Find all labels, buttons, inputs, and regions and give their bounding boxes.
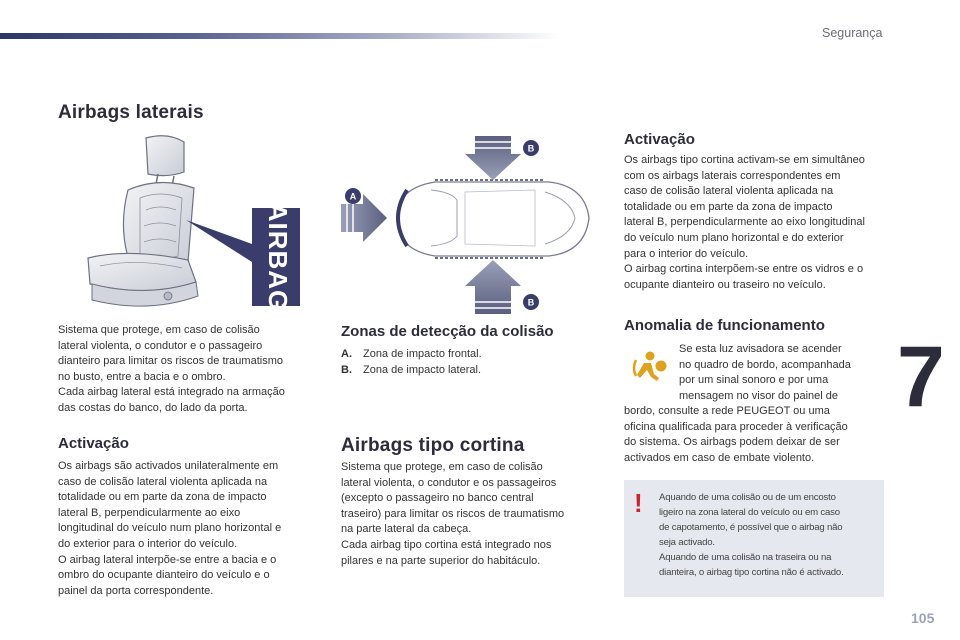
section-label: Segurança xyxy=(822,26,883,40)
label-a: A xyxy=(349,191,357,202)
airbag-label: AIRBAG xyxy=(263,202,294,312)
warning-note-text: Aquando de uma colisão ou de um encosto ligeiro na zona lateral do veículo ou em caso de capotamento, é possível que o airbag não seja activado. Aquando de uma colisão na traseira ou na dianteira, o airbag tipo cortina não é activado. xyxy=(659,492,844,578)
header-bar xyxy=(0,33,560,39)
impact-zones-diagram xyxy=(335,130,605,320)
exclamation-icon: ! xyxy=(634,488,643,518)
list-item: B. Zona de impacto lateral. xyxy=(341,364,482,376)
label-b-bottom: B xyxy=(527,297,535,308)
side-activation-title: Activação xyxy=(58,435,129,452)
zones-list xyxy=(341,346,482,378)
page-number: 105 xyxy=(911,610,935,626)
side-airbags-title: Airbags laterais xyxy=(58,102,204,123)
anomaly-text: bordo, consulte a rede PEUGEOT ou uma oficina qualificada para proceder à verificação do sistema. Os airbags podem deixar de ser activados em caso de embate violento. xyxy=(624,405,848,464)
side-airbags-intro: Sistema que protege, em caso de colisão lateral violenta, o condutor e o passageiro dianteiro para limitar os riscos de traumatismo no busto, entre a bacia e o ombro. Cada airbag lateral está integrado na armação das costas do banco, do lado da porta. xyxy=(58,324,285,414)
anomaly-title: Anomalia de funcionamento xyxy=(624,317,825,334)
anomaly-text-indented: Se esta luz avisadora se acender no quadro de bordo, acompanhada por um sinal sonoro e por uma mensagem no visor do painel de xyxy=(679,343,851,402)
seat-illustration xyxy=(68,132,308,322)
curtain-activation-title: Activação xyxy=(624,131,695,148)
curtain-activation-text: Os airbags tipo cortina activam-se em simultâneo com os airbags laterais correspondentes em caso de colisão lateral violenta aplicada na totalidade ou em parte da zona de impacto lateral B, perpendicularmente ao eixo longitudinal do veículo num plano horizontal e do exterior para o interior do veículo. O airbag cortina interpõem-se entre os vidros e o ocupante dianteiro ou traseiro no veículo. xyxy=(624,154,865,291)
curtain-airbags-title: Airbags tipo cortina xyxy=(341,435,525,456)
side-activation-text: Os airbags são activados unilateralmente em caso de colisão lateral violenta aplicada na totalidade ou em parte da zona de impacto lateral B, perpendicularmente ao eixo longitudinal do veículo num plano horizontal e do exterior para o interior do veículo. O airbag lateral interpõe-se entre a bacia e o ombro do ocupante dianteiro do veículo e o painel da porta correspondente. xyxy=(58,460,282,597)
airbag-warning-light-icon xyxy=(628,348,668,388)
warning-note xyxy=(624,480,884,597)
label-b-top: B xyxy=(527,143,535,154)
curtain-airbags-text: Sistema que protege, em caso de colisão lateral violenta, o condutor e os passageiros (excepto o passageiro no banco central traseiro) para limitar os riscos de traumatismo na parte lateral da cabeça. Cada airbag tipo cortina está integrado nos pilares e na parte superior do habitáculo. xyxy=(341,461,565,567)
list-item: A. Zona de impacto frontal. xyxy=(341,348,482,360)
zones-title: Zonas de detecção da colisão xyxy=(341,323,554,340)
chapter-number: 7 xyxy=(897,329,945,425)
